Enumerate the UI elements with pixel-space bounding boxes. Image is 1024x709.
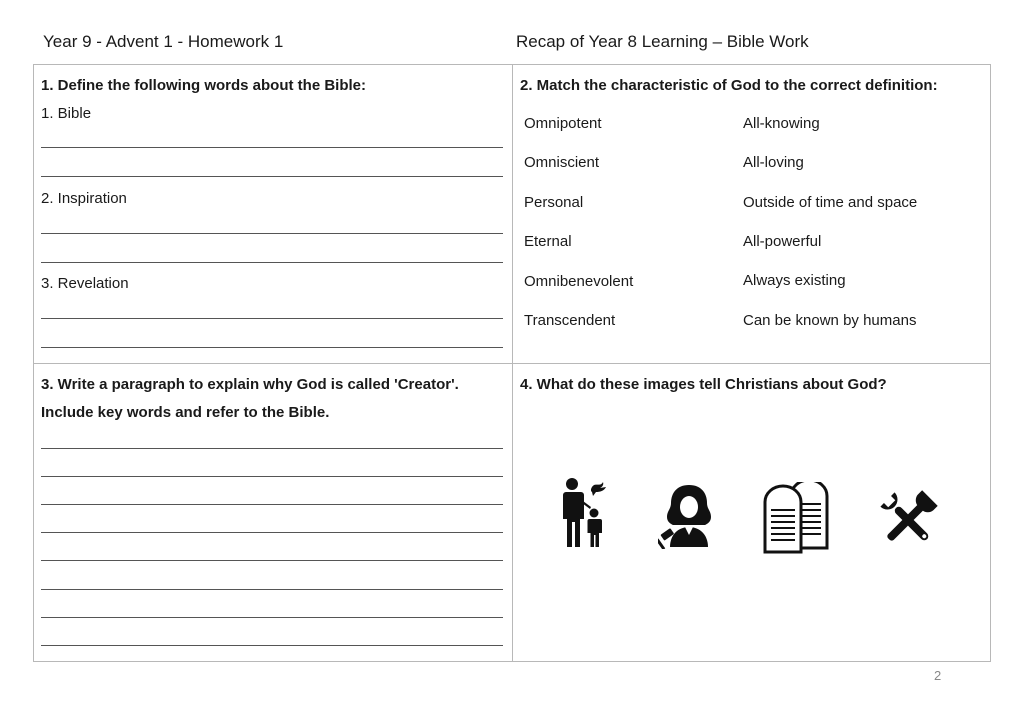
- answer-line[interactable]: [41, 176, 503, 177]
- parent-child-dove-icon: [554, 477, 614, 551]
- answer-line[interactable]: [41, 476, 503, 477]
- answer-line[interactable]: [41, 645, 503, 646]
- header-left-title: Year 9 - Advent 1 - Homework 1: [43, 32, 284, 51]
- q1-title: 1. Define the following words about the Bible:: [41, 77, 367, 94]
- answer-line[interactable]: [41, 448, 503, 449]
- page-number: 2: [934, 668, 942, 683]
- worksheet-grid: [33, 64, 991, 662]
- definition-all-knowing: All-knowing: [743, 115, 820, 132]
- answer-line[interactable]: [41, 560, 503, 561]
- answer-line[interactable]: [41, 262, 503, 263]
- q1-item-revelation: 3. Revelation: [41, 275, 129, 292]
- ten-commandments-tablets-icon: [761, 482, 833, 554]
- header-right-title: Recap of Year 8 Learning – Bible Work: [516, 32, 809, 51]
- tools-icon: [875, 487, 941, 553]
- definition-all-powerful: All-powerful: [743, 233, 822, 250]
- answer-line[interactable]: [41, 589, 503, 590]
- q2-title: 2. Match the characteristic of God to the correct definition:: [520, 77, 938, 94]
- grid-divider-horizontal: [34, 363, 990, 364]
- characteristic-omniscient: Omniscient: [524, 154, 600, 171]
- answer-line[interactable]: [41, 617, 503, 618]
- q3-title-line-1: 3. Write a paragraph to explain why God is called 'Creator'.: [41, 376, 459, 393]
- answer-line[interactable]: [41, 318, 503, 319]
- answer-line[interactable]: [41, 233, 503, 234]
- answer-line[interactable]: [41, 532, 503, 533]
- q4-title: 4. What do these images tell Christians about God?: [520, 376, 887, 393]
- characteristic-omnibenevolent: Omnibenevolent: [524, 273, 634, 290]
- q1-item-inspiration: 2. Inspiration: [41, 190, 127, 207]
- definition-outside-time: Outside of time and space: [743, 194, 918, 211]
- q1-item-bible: 1. Bible: [41, 105, 92, 122]
- definition-known-by-humans: Can be known by humans: [743, 312, 917, 329]
- judge-gavel-icon: [658, 483, 720, 549]
- characteristic-omnipotent: Omnipotent: [524, 115, 602, 132]
- q3-title-line-2: Include key words and refer to the Bible.: [41, 404, 330, 421]
- characteristic-eternal: Eternal: [524, 233, 572, 250]
- characteristic-personal: Personal: [524, 194, 584, 211]
- definition-always-existing: Always existing: [743, 272, 846, 289]
- answer-line[interactable]: [41, 347, 503, 348]
- answer-line[interactable]: [41, 147, 503, 148]
- answer-line[interactable]: [41, 504, 503, 505]
- definition-all-loving: All-loving: [743, 154, 804, 171]
- characteristic-transcendent: Transcendent: [524, 312, 616, 329]
